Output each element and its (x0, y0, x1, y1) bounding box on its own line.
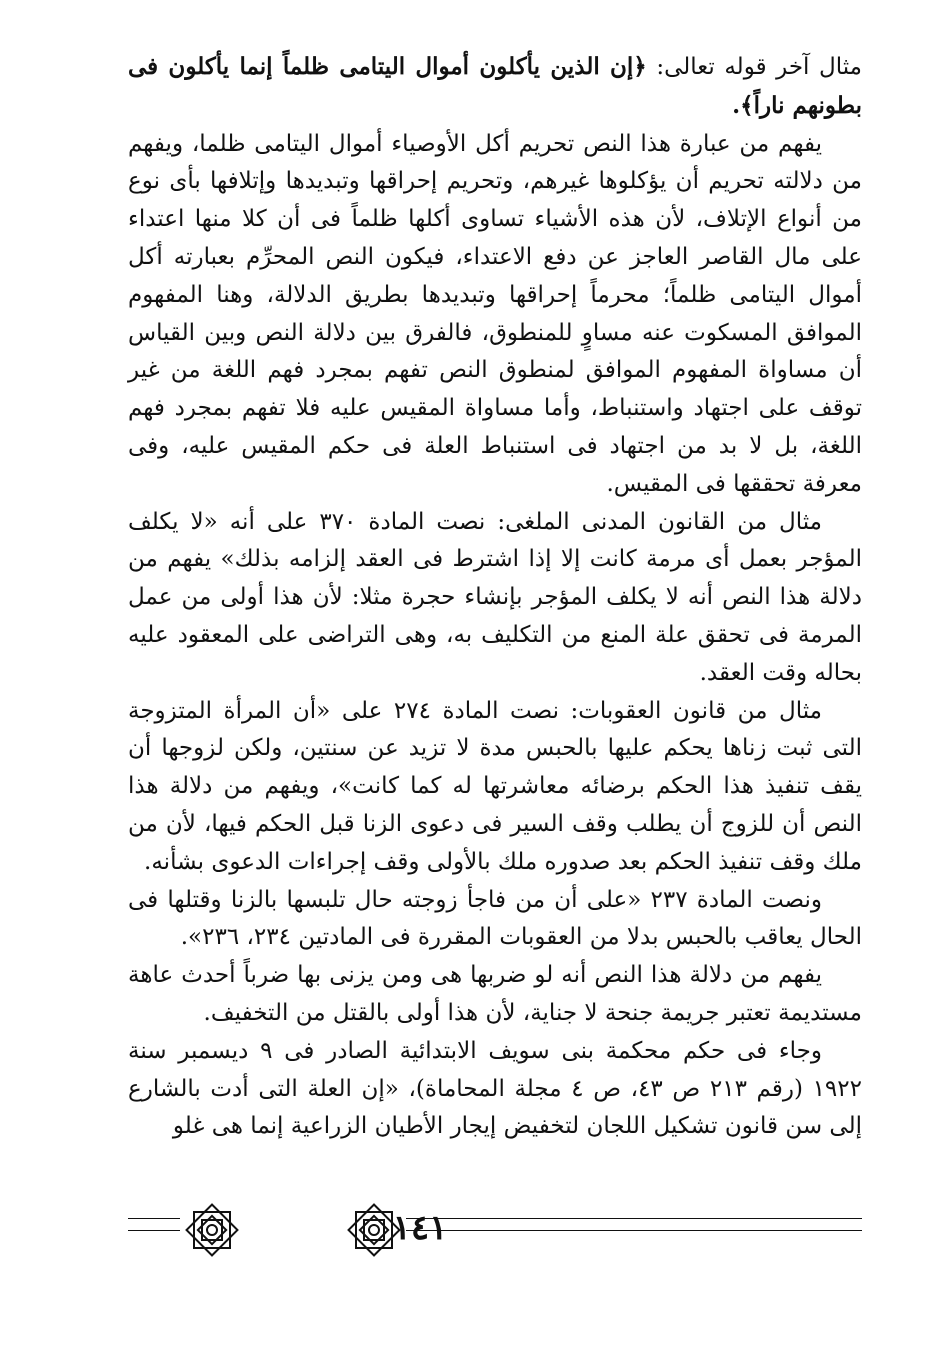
footer-rule (128, 1230, 180, 1231)
paragraph-5: ونصت المادة ٢٣٧ «على أن من فاجأ زوجته حال تلبسها بالزنا وقتلها فى الحال يعاقب بالحبس بدلا من العقوبات المقررة فى المادتين ٢٣٤، ٢٣٦». (128, 886, 862, 951)
paragraph-4: مثال من قانون العقوبات: نصت المادة ٢٧٤ على «أن المرأة المتزوجة التى ثبت زناها يحكم عليها بالحبس مدة لا تزيد عن سنتين، ولكن لزوجها أن يقف تنفيذ هذا الحكم برضائه معاشرتها له كما كانت»، ويفهم من دلالة هذا النص أن للزوج أن يطلب وقف السير فى دعوى الزنا قبل الحكم فيها، لأن من ملك وقف تنفيذ الحكم بعد صدوره ملك بالأولى وقف إجراءات الدعوى بشأنه. (128, 697, 862, 875)
page-body (128, 48, 862, 1146)
quranic-quote: ﴿إن الذين يأكلون أموال اليتامى ظلماً إنما يأكلون فى بطونهم ناراً﴾. (128, 53, 862, 119)
page-number: ١٤١ (392, 1208, 448, 1248)
paragraph-6: يفهم من دلالة هذا النص أنه لو ضربها هى ومن يزنى بها ضرباً أحدث عاهة مستديمة تعتبر جريمة جنحة لا جناية، لأن هذا أولى بالقتل من التخفيف. (128, 962, 862, 1026)
page-footer (128, 1200, 862, 1270)
footer-rule (406, 1230, 862, 1231)
footer-rule (128, 1218, 180, 1219)
eight-point-star-ornament-icon (344, 1200, 404, 1260)
paragraph-7: وجاء فى حكم محكمة بنى سويف الابتدائية الصادر فى ٩ ديسمبر سنة ١٩٢٢ (رقم ٢١٣ ص ٤٣، ص ٤ مجلة المحاماة)، «إن العلة التى أدت بالشارع إلى سن قانون تشكيل اللجان لتخفيض إيجار الأطيان الزراعية إنما هى غلو (128, 1037, 862, 1140)
paragraph-3: مثال من القانون المدنى الملغى: نصت المادة ٣٧٠ على أنه «لا يكلف المؤجر بعمل أى مرمة كانت إلا إذا اشترط فى العقد إلزامه بذلك» يفهم من دلالة هذا النص أنه لا يكلف المؤجر بإنشاء حجرة مثلا: لأن هذا أولى من عمل المرمة فى تحقق علة المنع من التكليف به، وهى التراضى على المعقود عليه بحاله وقت العقد. (128, 508, 862, 686)
paragraph-2: يفهم من عبارة هذا النص تحريم أكل الأوصياء أموال اليتامى ظلما، ويفهم من دلالته تحريم أن يؤكلوها غيرهم، وتحريم إحراقها وتبديدها وإتلافها بأى نوع من أنواع الإتلاف، لأن هذه الأشياء تساوى أكلها ظلماً فى أن كلا منها اعتداء على مال القاصر العاجز عن دفع الاعتداء، فيكون النص المحرِّم بعبارته أكل أموال اليتامى ظلماً؛ محرماً إحراقها وتبديدها بطريق الدلالة، وهنا المفهوم الموافق المسكوت عنه مساوٍ للمنطوق، فالفرق بين دلالة النص وبين القياس أن مساواة المفهوم الموافق لمنطوق النص تفهم بمجرد فهم اللغة من غير توقف على اجتهاد واستنباط، وأما مساواة المقيس عليه فلا تفهم بمجرد فهم اللغة، بل لا بد من اجتهاد فى استنباط العلة فى حكم المقيس عليه، وفى معرفة تحققها فى المقيس. (128, 130, 862, 497)
paragraph-1 (128, 48, 862, 126)
paragraph-lead: مثال آخر قوله تعالى: (656, 54, 862, 80)
eight-point-star-ornament-icon (182, 1200, 242, 1260)
footer-rule (406, 1218, 862, 1219)
